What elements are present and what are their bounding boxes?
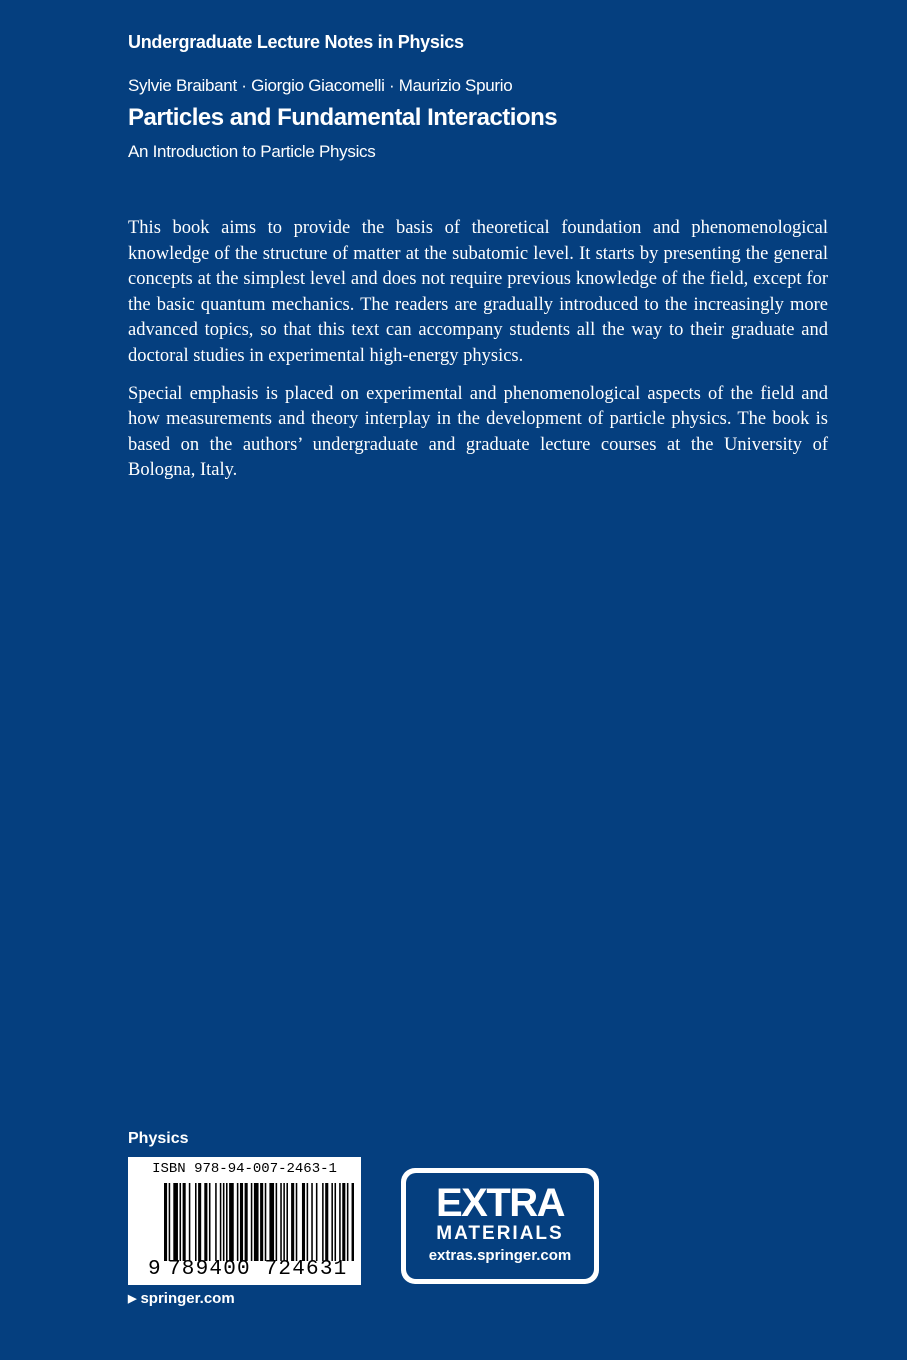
arrow-right-icon: ▶ <box>128 1293 137 1305</box>
isbn-barcode <box>128 1157 361 1285</box>
book-subtitle: An Introduction to Particle Physics <box>128 142 376 161</box>
extra-label: EXTRA <box>435 1181 565 1225</box>
ean-first-digit: 9 <box>148 1258 161 1281</box>
series-title: Undergraduate Lecture Notes in Physics <box>128 32 464 52</box>
authors: Sylvie Braibant · Giorgio Giacomelli · Maurizio Spurio <box>128 76 513 95</box>
springer-website-link[interactable] <box>128 1290 235 1307</box>
description-paragraph-2: Special emphasis is placed on experimental and phenomenological aspects of the field and how measurements and theory interplay in the development of particle physics. The book is based on the authors’ undergraduate and graduate lecture courses at the University of Bologna, Italy. <box>128 383 828 481</box>
extra-materials-inner <box>406 1173 594 1279</box>
extras-url[interactable]: extras.springer.com <box>428 1247 572 1264</box>
extra-materials-badge[interactable] <box>401 1168 599 1284</box>
springer-website-text: springer.com <box>140 1290 235 1307</box>
isbn-text: ISBN 978-94-007-2463-1 <box>152 1161 337 1177</box>
description-paragraph-1: This book aims to provide the basis of theoretical foundation and phenomenological knowledge of the structure of matter at the subatomic level. It starts by presenting the general concepts at the simplest level and does not require previous knowledge of the field, except for the basic quantum mechanics. The readers are gradually introduced to the increasingly more advanced topics, so that this text can accompany students all the way to their graduate and doctoral studies in experimental high-energy physics. <box>128 218 828 366</box>
materials-label: MATERIALS <box>436 1223 564 1244</box>
barcode-bars <box>164 1183 354 1261</box>
ean-remaining-digits: 789400 724631 <box>168 1258 348 1281</box>
book-description <box>128 216 828 496</box>
book-title: Particles and Fundamental Interactions <box>128 104 558 131</box>
subject-label: Physics <box>128 1130 189 1147</box>
